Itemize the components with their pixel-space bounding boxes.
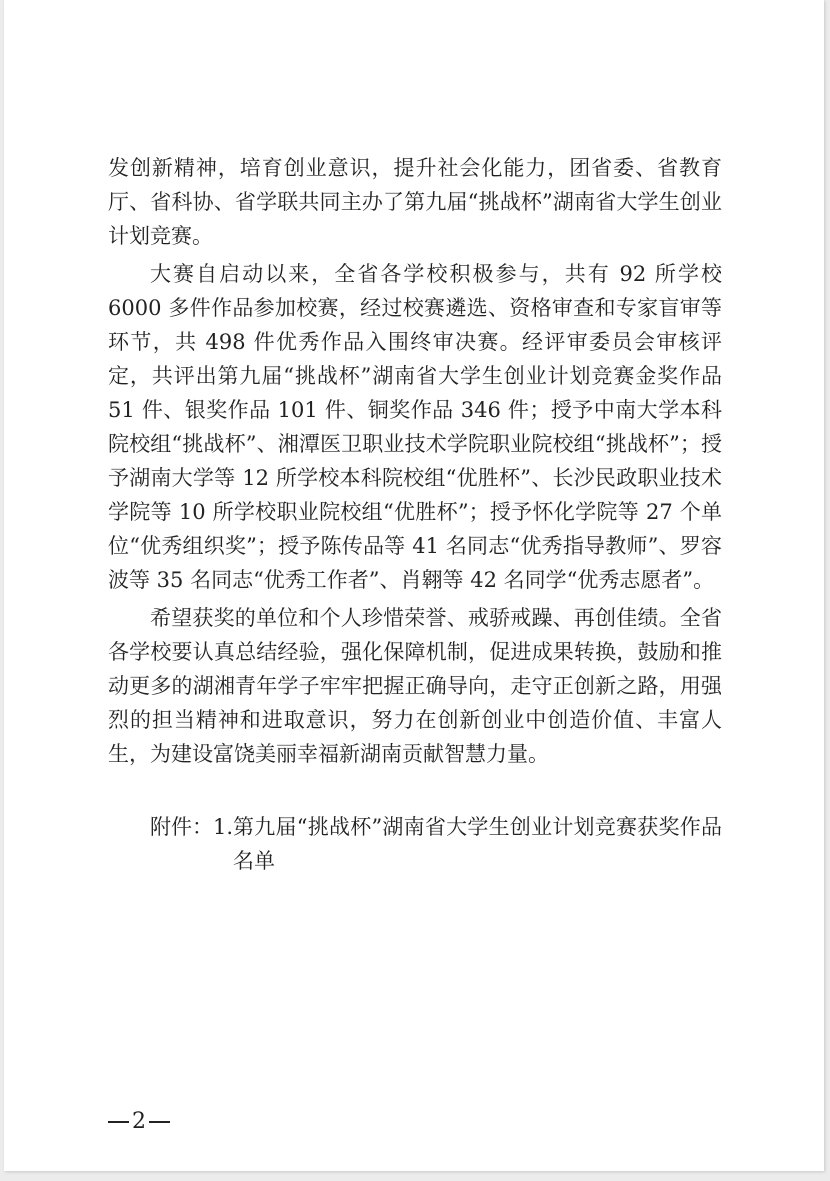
page-number-footer bbox=[108, 1107, 170, 1137]
paragraph-continuation: 发创新精神，培育创业意识，提升社会化能力，团省委、省教育厅、省科协、省学联共同主办了第九届“挑战杯”湖南省大学生创业计划竞赛。 bbox=[108, 156, 722, 248]
page-number: 2 bbox=[132, 1109, 146, 1134]
page-number-dash-left bbox=[108, 1121, 129, 1123]
paragraph-competition-results: 大赛自启动以来，全省各学校积极参与，共有 92 所学校 6000 多件作品参加校赛，经过校赛遴选、资格审查和专家盲审等环节，共 498 件优秀作品入围终审决赛。经评审委员会审核评定，共评出第九届“挑战杯”湖南省大学生创业计划竞赛金奖作品 51 件、银奖作品 101 件、铜奖作品 346 件；授予中南大学本科院校组“挑战杯”、湘潭医卫职业技术学院职业院校组“挑战杯”；授予湖南大学等 12 所学校本科院校组“优胜杯”、长沙民政职业技术学院等 10 所学校职业院校组“优胜杯”；授予怀化学院等 27 个单位“优秀组织奖”；授予陈传品等 41 名同志“优秀指导教师”、罗容波等 35 名同志“优秀工作者”、肖翱等 42 名同学“优秀志愿者”。 bbox=[108, 262, 722, 592]
document-body bbox=[108, 151, 722, 878]
document-page bbox=[4, 0, 824, 1171]
attachment-title: 第九届“挑战杯”湖南省大学生创业计划竞赛获奖作品名单 bbox=[233, 815, 722, 873]
page-number-dash-right bbox=[149, 1121, 170, 1123]
paragraph-closing-hopes: 希望获奖的单位和个人珍惜荣誉、戒骄戒躁、再创佳绩。全省各学校要认真总结经验，强化保障机制，促进成果转换，鼓励和推动更多的湖湘青年学子牢牢把握正确导向，走守正创新之路，用强烈的担当精神和进取意识，努力在创新创业中创造价值、丰富人生，为建设富饶美丽幸福新湖南贡献智慧力量。 bbox=[108, 606, 722, 766]
attachment-line bbox=[108, 810, 722, 878]
attachment-label: 附件：1. bbox=[150, 815, 234, 839]
paragraph-spacer bbox=[108, 771, 722, 810]
